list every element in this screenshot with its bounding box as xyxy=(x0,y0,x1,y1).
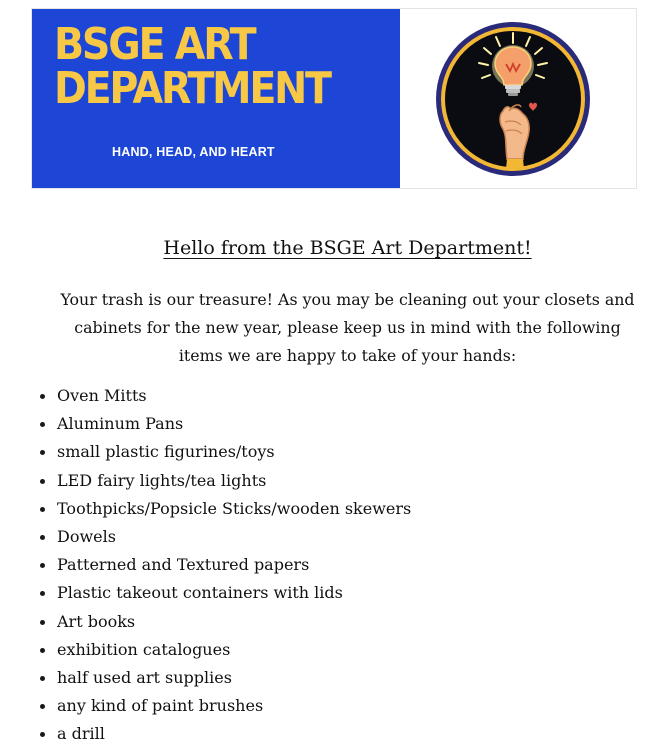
list-item xyxy=(35,636,411,664)
list-item xyxy=(35,664,411,692)
list-item xyxy=(35,720,411,748)
list-item-text: any kind of paint brushes xyxy=(57,696,264,716)
list-item xyxy=(35,523,411,551)
bullet-icon xyxy=(40,394,45,399)
list-item xyxy=(35,467,411,495)
list-item-text: half used art supplies xyxy=(57,667,232,687)
bullet-icon xyxy=(40,507,45,512)
bullet-icon xyxy=(40,535,45,540)
list-item-text: Oven Mitts xyxy=(57,386,147,405)
bullet-icon xyxy=(40,422,45,427)
banner-logo-panel xyxy=(400,9,636,188)
bullet-icon xyxy=(40,450,45,455)
bullet-icon xyxy=(40,479,45,484)
list-item-text: Patterned and Textured papers xyxy=(57,555,310,575)
list-item xyxy=(35,551,411,579)
list-item xyxy=(35,495,411,523)
list-item-text: Aluminum Pans xyxy=(57,414,184,434)
list-item-text: Dowels xyxy=(57,526,116,546)
bullet-icon xyxy=(40,704,45,709)
list-item-text: Toothpicks/Popsicle Sticks/wooden skewers xyxy=(57,498,412,518)
banner-title-line1: BSGE ART xyxy=(54,19,255,70)
bullet-icon xyxy=(40,648,45,653)
list-item-text: Art books xyxy=(57,611,136,631)
list-item xyxy=(35,438,411,466)
bullet-icon xyxy=(40,620,45,625)
list-item-text: exhibition catalogues xyxy=(57,639,231,659)
banner-title-line2: DEPARTMENT xyxy=(54,63,330,114)
list-item xyxy=(35,382,411,410)
banner-subtitle: HAND, HEAD, AND HEART xyxy=(112,145,275,159)
intro-paragraph: Your trash is our treasure! As you may be cleaning out your closets and cabinets for the new year, please keep us in mind with the following items we are happy to take of your hands: xyxy=(60,290,635,365)
list-item-text: LED fairy lights/tea lights xyxy=(57,470,267,490)
donation-item-list xyxy=(35,382,411,748)
bullet-icon xyxy=(40,563,45,568)
list-item-text: Plastic takeout containers with lids xyxy=(57,583,343,603)
list-item-text: a drill xyxy=(57,724,105,744)
bullet-icon xyxy=(40,676,45,681)
page-heading: Hello from the BSGE Art Department! xyxy=(163,237,532,259)
header-banner xyxy=(31,8,637,189)
list-item xyxy=(35,410,411,438)
bullet-icon xyxy=(40,591,45,596)
banner-title-panel xyxy=(32,9,400,188)
lightbulb-hand-icon xyxy=(433,19,593,179)
bullet-icon xyxy=(40,732,45,737)
banner-title xyxy=(54,19,330,114)
list-item-text: small plastic figurines/toys xyxy=(57,442,275,462)
list-item xyxy=(35,608,411,636)
list-item xyxy=(35,579,411,607)
list-item xyxy=(35,692,411,720)
